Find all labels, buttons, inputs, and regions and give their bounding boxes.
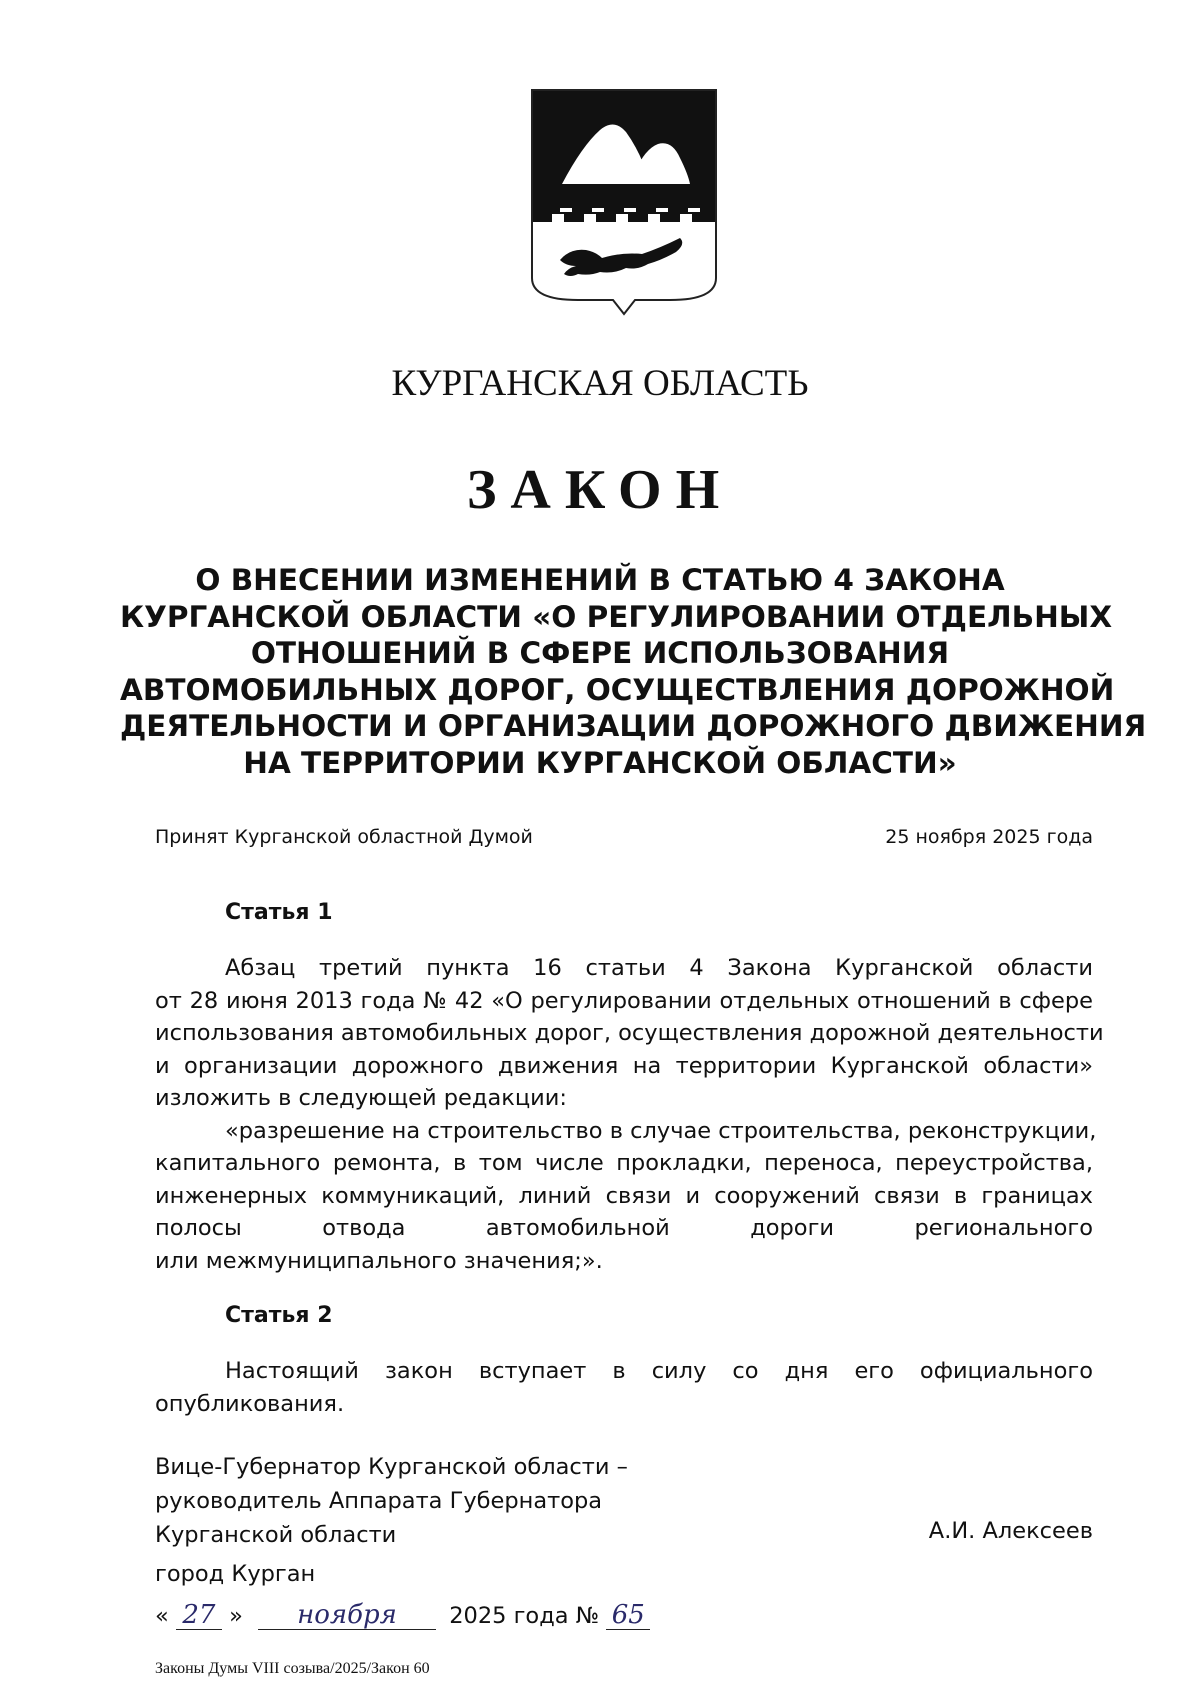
document-type: ЗАКОН (466, 459, 734, 521)
coat-of-arms-icon (530, 88, 718, 334)
article-2-body (155, 1355, 1093, 1420)
close-quote: » (229, 1603, 243, 1629)
law-title-line: ДЕЯТЕЛЬНОСТИ И ОРГАНИЗАЦИИ ДОРОЖНОГО ДВИЖЕНИЯ (120, 709, 1147, 743)
article-2-heading: Статья 2 (225, 1303, 333, 1328)
article-1-line: использования автомобильных дорог, осуществления дорожной деятельности (155, 1020, 1104, 1046)
law-title-line: КУРГАНСКОЙ ОБЛАСТИ «О РЕГУЛИРОВАНИИ ОТДЕЛЬНЫХ (120, 599, 1113, 634)
signatory-position-line: руководитель Аппарата Губернатора (155, 1488, 603, 1514)
place-of-signing: город Курган (155, 1561, 316, 1587)
signatory-name: А.И. Алексеев (928, 1518, 1093, 1544)
adoption-date: 25 ноября 2025 года (885, 826, 1093, 848)
article-2-line: опубликования. (155, 1390, 345, 1417)
law-title-line: НА ТЕРРИТОРИИ КУРГАНСКОЙ ОБЛАСТИ» (243, 745, 957, 780)
adoption-text: Принят Курганской областной Думой (155, 826, 533, 848)
article-1-line: от 28 июня 2013 года № 42 «О регулировании отдельных отношений в сфере (155, 987, 1093, 1014)
signatory-position-line: Курганской области (155, 1522, 397, 1548)
enactment-day: 27 (176, 1601, 222, 1630)
open-quote: « (155, 1603, 169, 1629)
law-title-line: О ВНЕСЕНИИ ИЗМЕНЕНИЙ В СТАТЬЮ 4 ЗАКОНА (195, 563, 1005, 597)
enactment-year-label: 2025 года № (449, 1603, 600, 1629)
footer-reference: Законы Думы VIII созыва/2025/Закон 60 (155, 1660, 430, 1677)
article-1-line: или межмуниципального значения;». (155, 1247, 603, 1274)
enactment-number: 65 (606, 1601, 650, 1630)
article-1-line: инженерных коммуникаций, линий связи и сооружений связи в границах (155, 1182, 1093, 1209)
article-1-line: Абзац третий пункта 16 статьи 4 Закона Курганской области (225, 955, 1093, 981)
article-2-line: Настоящий закон вступает в силу со дня его официального (225, 1358, 1093, 1384)
article-1-line: полосы отвода автомобильной дороги регионального (155, 1215, 1093, 1241)
article-1-line: изложить в следующей редакции: (155, 1085, 567, 1111)
signatory-position-line: Вице-Губернатор Курганской области – (155, 1454, 628, 1480)
article-1-body (155, 952, 1104, 1277)
article-1-line: капитального ремонта, в том числе прокладки, переноса, переустройства, (155, 1150, 1093, 1176)
enactment-date-line (155, 1601, 650, 1630)
region-name: КУРГАНСКАЯ ОБЛАСТЬ (391, 363, 809, 404)
article-1-line: «разрешение на строительство в случае строительства, реконструкции, (225, 1117, 1097, 1144)
law-title-line: ОТНОШЕНИЙ В СФЕРЕ ИСПОЛЬЗОВАНИЯ (250, 636, 950, 670)
signatory-position (155, 1450, 628, 1552)
article-1-heading: Статья 1 (225, 900, 333, 925)
article-1-line: и организации дорожного движения на территории Курганской области» (155, 1052, 1093, 1079)
law-title (120, 562, 1147, 781)
law-title-line: АВТОМОБИЛЬНЫХ ДОРОГ, ОСУЩЕСТВЛЕНИЯ ДОРОЖНОЙ (120, 672, 1115, 707)
enactment-month: ноября (258, 1601, 436, 1630)
